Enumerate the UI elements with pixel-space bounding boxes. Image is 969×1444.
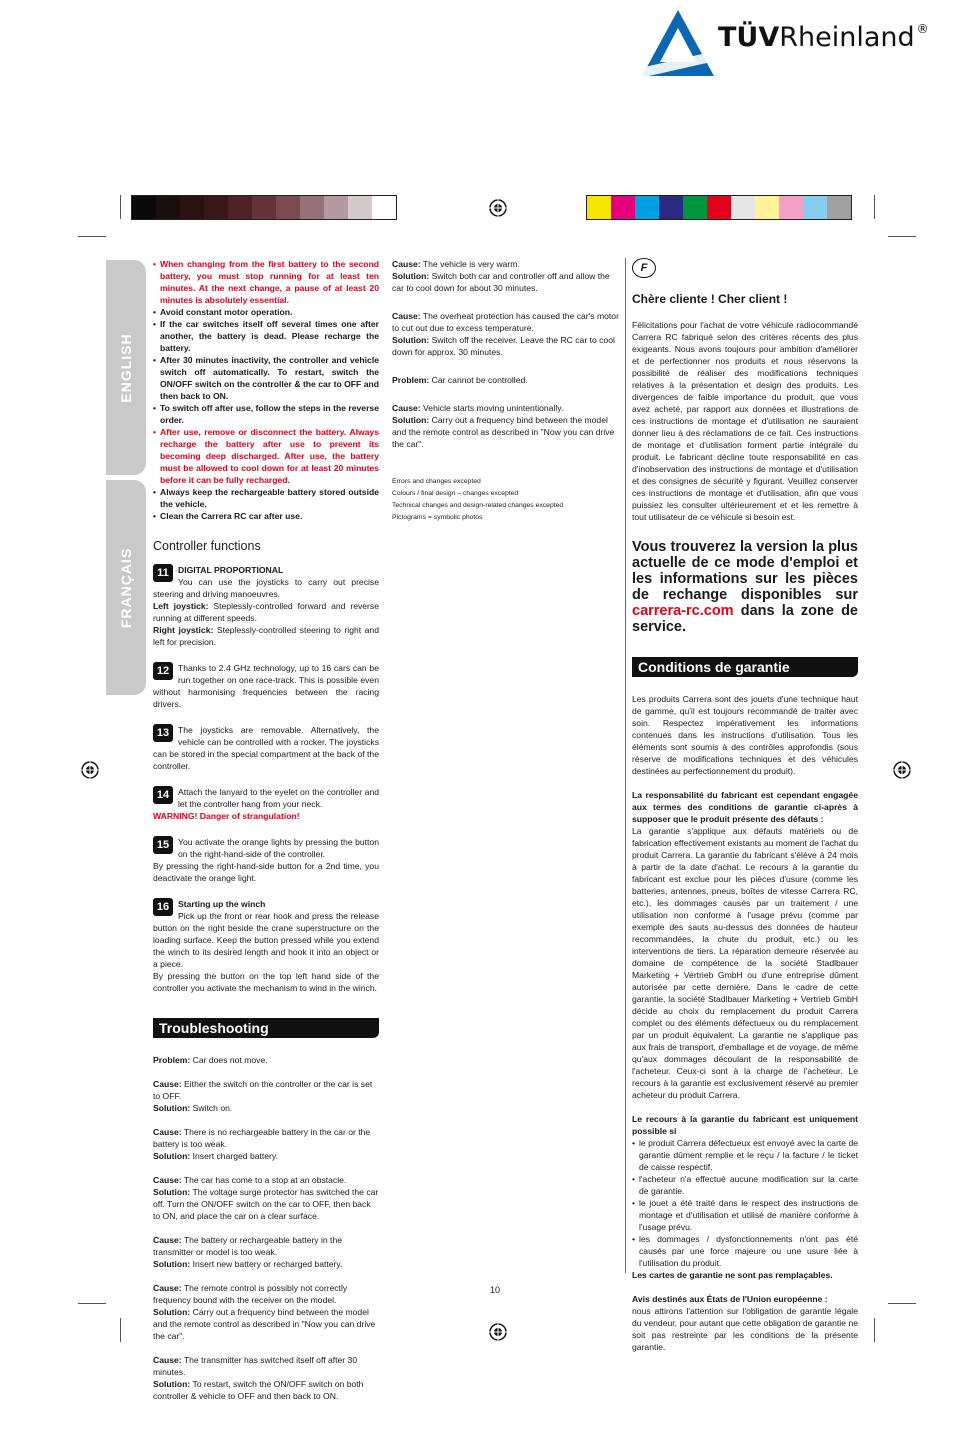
- legal-note: Errors and changes excepted: [392, 478, 481, 485]
- current-version-notice: [632, 539, 858, 635]
- solution-text: To restart, switch the ON/OFF switch on both controller & vehicle to OFF and then back to ON.: [153, 1379, 364, 1401]
- page-number: 10: [490, 1285, 501, 1295]
- color-swatch: [252, 196, 276, 219]
- legal-notes: [392, 476, 620, 524]
- cause-text: The overheat protection has caused the car's motor to cut out due to excess temperature.: [392, 311, 619, 333]
- language-badge-f: F: [632, 258, 656, 278]
- solution-label: Solution:: [392, 335, 430, 345]
- item-number: 15: [153, 836, 173, 854]
- item-number: 11: [153, 564, 173, 582]
- cause-label: Cause:: [153, 1355, 182, 1365]
- solution-label: Solution:: [153, 1103, 191, 1113]
- color-swatch: [683, 196, 707, 219]
- item-number: 12: [153, 662, 173, 680]
- color-swatch: [731, 196, 755, 219]
- solution-label: Solution:: [153, 1307, 191, 1317]
- list-item: • le jouet a été traité dans le respect des instructions de montage et d'utilisation et utilisé de manière conforme à l'usage prévu.: [632, 1197, 858, 1233]
- problem-text: Car cannot be controlled.: [429, 375, 528, 385]
- list-item: • les dommages / dysfonctionnements n'ont pas été causés par une force majeure ou une usure liée à l'utilisation du produit.: [632, 1233, 858, 1269]
- controller-item-13: [153, 724, 379, 772]
- problem-label: Problem:: [392, 375, 430, 385]
- warranty-title: Conditions de garantie: [632, 657, 858, 677]
- solution-text: Switch off the receiver. Leave the RC car to cool down for approx. 30 minutes.: [392, 335, 615, 357]
- list-item: • Clean the Carrera RC car after use.: [153, 510, 379, 522]
- cause-text: The battery or rechargeable battery in the transmitter or model is too weak.: [153, 1235, 343, 1257]
- item-text: Steplessly-controlled forward and reverse running at different speeds.: [153, 601, 379, 623]
- trouble-block: [153, 1354, 379, 1402]
- cause-label: Cause:: [392, 259, 421, 269]
- cause-label: Cause:: [153, 1175, 182, 1185]
- item-number: 13: [153, 724, 173, 742]
- solution-label: Solution:: [153, 1151, 191, 1161]
- cause-text: There is no rechargeable battery in the car or the battery is too weak.: [153, 1127, 371, 1149]
- item-title: DIGITAL PROPORTIONAL: [178, 565, 284, 575]
- notice-text: Vous trouverez la version la plus actuelle de ce mode d'emploi et les informations sur les pièces de rechange disponibles sur: [632, 539, 858, 603]
- intro-paragraph: Félicitations pour l'achat de votre véhicule radiocommandé Carrera RC fabriqué selon des critères récents des plus exigeants. Nous avons toujours pour ambition d'améliorer et de perfectionner nos produits et nous réservons la possibilité de réaliser des modifications techniques relatives à la présentation et design des produits. Les divergences de faible importance du produit, que vous avez acheté, par rapport aux données et illustrations de ces instructions de montage et d'utilisation ne sauraient donner lieu à des réclamations de ce fait. Ces instructions de montage et d'utilisation forment partie intégrale du produit. Le fabricant décline toute responsabilité en cas d'inobservation des instructions de montage et d'utilisation et des consignes de sécurité y figurant. Veuillez conserver ces instructions de montage et d'utilisation, afin que vous puissiez les consulter ultérieurement et et les remettre à tout utilisateur de ce véhicule si besoin est.: [632, 320, 858, 522]
- cause-label: Cause:: [153, 1235, 182, 1245]
- strangulation-warning: WARNING! Danger of strangulation!: [153, 811, 300, 821]
- color-swatch: [755, 196, 779, 219]
- trouble-block: [153, 1126, 379, 1162]
- registration-mark-icon: [488, 198, 508, 218]
- registration-mark-icon: [892, 760, 912, 780]
- problem-label: Problem:: [153, 1055, 191, 1065]
- item-number: 14: [153, 786, 173, 804]
- color-swatch: [324, 196, 348, 219]
- troubleshooting-title: Troubleshooting: [153, 1018, 379, 1038]
- cause-label: Cause:: [392, 311, 421, 321]
- cause-text: The vehicle is very warm.: [420, 259, 520, 269]
- item-text: Thanks to 2.4 GHz technology, up to 16 cars can be run together on one race-track. This is possible even without harmonising frequencies between the racing drivers.: [153, 663, 379, 709]
- item-text: By pressing the right-hand-side button for a 2nd time, you deactivate the orange light.: [153, 861, 379, 883]
- crop-mark: [120, 195, 121, 219]
- item-text: By pressing the button on the top left hand side of the controller you activate the mechanism to wind in the winch.: [153, 971, 379, 993]
- greeting-title: Chère cliente ! Cher client !: [632, 292, 788, 306]
- solution-label: Solution:: [392, 271, 430, 281]
- item-text: [153, 600, 379, 624]
- item-text: You can use the joysticks to carry out precise steering and driving manoeuvres.: [153, 577, 379, 599]
- solution-label: Solution:: [153, 1187, 191, 1197]
- cause-label: Cause:: [392, 403, 421, 413]
- crop-mark: [78, 1303, 106, 1304]
- crop-mark: [78, 236, 106, 237]
- problem-text: Car does not move.: [190, 1055, 268, 1065]
- color-swatch: [204, 196, 228, 219]
- column-english-2: [392, 258, 620, 524]
- responsibility-title: La responsabilité du fabricant est cependant engagée aux termes des conditions de garantie ci-après à supposer que le produit présente des défauts :: [632, 790, 858, 824]
- list-item: • When changing from the first battery to the second battery, you must stop running for at least ten minutes. At the next change, a pause of at least 20 minutes is absolutely essential.: [153, 258, 379, 306]
- color-swatch: [228, 196, 252, 219]
- solution-label: Solution:: [153, 1259, 191, 1269]
- cause-label: Cause:: [153, 1127, 182, 1137]
- color-swatch: [635, 196, 659, 219]
- item-text: Pick up the front or rear hook and press the release button on the right beside the crane superstructure on the loading surface. Keep the button pressed while you extend the winch to its desired length and hook it into an object or a piece.: [153, 911, 379, 969]
- controller-item-11: [153, 564, 379, 648]
- column-divider: [625, 258, 626, 1273]
- color-swatch: [587, 196, 611, 219]
- color-swatch: [276, 196, 300, 219]
- trouble-block: [392, 258, 620, 294]
- trouble-block: [153, 1234, 379, 1270]
- legal-note: Technical changes and design-related changes excepted: [392, 502, 564, 509]
- controller-functions-title: Controller functions: [153, 539, 261, 553]
- logo-wordmark: TÜVRheinland ®: [718, 22, 929, 53]
- solution-label: Solution:: [153, 1379, 191, 1389]
- side-tab-francais[interactable]: FRANÇAIS: [106, 480, 146, 695]
- no-replacement-note: Les cartes de garantie ne sont pas remplaçables.: [632, 1270, 833, 1280]
- eu-notice-title: Avis destinés aux États de l'Union européenne :: [632, 1294, 828, 1304]
- solution-text: Insert charged battery.: [190, 1151, 278, 1161]
- item-text: Attach the lanyard to the eyelet on the controller and let the controller hang from your neck.: [178, 787, 379, 809]
- trouble-block: [392, 310, 620, 358]
- crop-mark: [888, 236, 916, 237]
- solution-text: The voltage surge protector has switched the car off. Turn the ON/OFF switch on the car to OFF, then back to ON, and place the car on a clear surface.: [153, 1187, 379, 1221]
- cause-text: Either the switch on the controller or the car is set to OFF.: [153, 1079, 373, 1101]
- item-label: Left joystick:: [153, 601, 209, 611]
- list-item: • After use, remove or disconnect the battery. Always recharge the battery after use to prevent its becoming deep discharged. After use, the battery must be allowed to cool down for at least 20 minutes before it can be fully recharged.: [153, 426, 379, 486]
- recourse-list: [632, 1137, 858, 1269]
- cause-label: Cause:: [153, 1283, 182, 1293]
- recourse-title: Le recours à la garantie du fabricant est uniquement possible si: [632, 1114, 858, 1136]
- registration-mark-icon: [80, 760, 100, 780]
- trouble-block: [153, 1054, 379, 1066]
- notice-text: dans la zone de service.: [632, 603, 858, 635]
- color-swatch: [372, 196, 396, 219]
- cause-text: The transmitter has switched itself off after 30 minutes.: [153, 1355, 358, 1377]
- eu-notice-text: nous attirons l'attention sur l'obligation de garantie légale du vendeur, pour autant que cette obligation de garantie ne soit pas restreinte par les conditions de la présente garantie.: [632, 1306, 858, 1352]
- solution-text: Switch on.: [190, 1103, 233, 1113]
- carrera-rc-link[interactable]: carrera-rc.com: [632, 603, 734, 619]
- trouble-block: [392, 402, 620, 450]
- column-english-1: [153, 258, 379, 1414]
- solution-text: Insert new battery or recharged battery.: [190, 1259, 343, 1269]
- column-french: [632, 258, 858, 1353]
- list-item: • Always keep the rechargeable battery stored outside the vehicle.: [153, 486, 379, 510]
- trouble-block: [153, 1174, 379, 1222]
- cause-label: Cause:: [153, 1079, 182, 1089]
- color-swatch: [156, 196, 180, 219]
- list-item: • After 30 minutes inactivity, the controller and vehicle switch off automatically. To restart, switch the ON/OFF switch on the controller & the car to OFF and then back to ON.: [153, 354, 379, 402]
- item-text: You activate the orange lights by pressing the button on the right-hand-side of the controller.: [178, 837, 379, 859]
- item-number: 16: [153, 898, 173, 916]
- controller-item-12: [153, 662, 379, 710]
- list-item: • Avoid constant motor operation.: [153, 306, 379, 318]
- color-swatch: [827, 196, 851, 219]
- cause-text: The remote control is possibly not correctly frequency bound with the receiver on the model.: [153, 1283, 348, 1305]
- registration-mark-icon: [488, 1322, 508, 1342]
- color-swatch: [779, 196, 803, 219]
- controller-item-16: [153, 898, 379, 994]
- color-swatch: [659, 196, 683, 219]
- controller-item-14: [153, 786, 379, 822]
- color-swatch: [132, 196, 156, 219]
- item-label: Right joystick:: [153, 625, 214, 635]
- list-item: • To switch off after use, follow the steps in the reverse order.: [153, 402, 379, 426]
- color-calibration-bar-right: [586, 195, 852, 220]
- side-tab-english[interactable]: ENGLISH: [106, 260, 146, 475]
- list-item: • l'acheteur n'a effectué aucune modification sur la carte de garantie.: [632, 1173, 858, 1197]
- color-swatch: [611, 196, 635, 219]
- item-text: The joysticks are removable. Alternatively, the vehicle can be controlled with a rocker. The joysticks can be stored in the special compartment at the back of the controller.: [153, 725, 379, 771]
- legal-note: Colours / final design – changes excepted: [392, 490, 519, 497]
- color-swatch: [803, 196, 827, 219]
- solution-text: Switch both car and controller off and allow the car to cool down for about 30 minutes.: [392, 271, 610, 293]
- crop-mark: [888, 1303, 916, 1304]
- legal-note: Pictograms = symbolic photos: [392, 514, 483, 521]
- trouble-block: [392, 374, 620, 386]
- color-swatch: [707, 196, 731, 219]
- solution-text: Carry out a frequency bind between the model and the remote control as described in "Now you can drive the car".: [153, 1307, 376, 1341]
- crop-mark: [120, 1318, 121, 1342]
- trouble-block: [153, 1078, 379, 1114]
- responsibility-text: La garantie s'applique aux défauts matériels ou de fabrication effectivement existants au moment de l'achat du produit Carrera. La garantie du fabricant s'élève à 24 mois à partir de la date d'achat. Le recours à la garantie du fabricant est exclue pour les pièces d'usure (comme les batteries, antennes, pneus, boîtes de vitesse Carrera RC, etc.), les dommages causés par un traitement / une utilisation non conforme à l'usage prévu (comme par exemple des sauts au-dessus des données de hauteur recommandées, la chute du produit, etc.) ou les interventions de tiers. La réparation demeure réservée au domaine de compétence de la société Stadlbauer Marketing + Vertrieb GmbH ou d'une entreprise dûment autorisée par cette dernière. Dans le cadre de cette garantie, la société Stadlbauer Marketing + Vertrieb GmbH décide au choix du remplacement du produit Carrera complet ou des éléments défectueux ou du remplacement par un produit équivalent. La garantie ne s'applique pas aux frais de transport, d'emballage et de voyage, de même qu'aux dommages découlant de la responsabilité de l'acheteur. Ceux-ci sont à la charge de l'acheteur. Le recours à la garantie est exclusivement réservé au premier acheteur du produit Carrera.: [632, 826, 858, 1100]
- color-calibration-bar-left: [131, 195, 397, 220]
- list-item: • If the car switches itself off several times one after another, the battery is dead. Please recharge the battery.: [153, 318, 379, 354]
- color-swatch: [348, 196, 372, 219]
- crop-mark: [874, 195, 875, 219]
- cause-text: Vehicle starts moving unintentionally.: [420, 403, 564, 413]
- item-text: [153, 624, 379, 648]
- item-title: Starting up the winch: [178, 899, 266, 909]
- crop-mark: [874, 1318, 875, 1342]
- solution-text: Carry out a frequency bind between the model and the remote control as described in "Now you can drive the car".: [392, 415, 615, 449]
- warranty-paragraph: Les produits Carrera sont des jouets d'une technique haut de gamme, qu'il est toujours recommandé de traiter avec soin. Respectez impérativement les informations contenues dans les instructions d'utilisation. Tous les éléments sont soumis à des contrôles approfondis (sous réserve de modifications techniques et des véhicules destinées au perfectionnement du produit).: [632, 694, 858, 776]
- list-item: • le produit Carrera défectueux est envoyé avec la carte de garantie dûment remplie et le reçu / la facture / le ticket de caisse respectif.: [632, 1137, 858, 1173]
- trouble-block: [153, 1282, 379, 1342]
- solution-label: Solution:: [392, 415, 430, 425]
- controller-item-15: [153, 836, 379, 884]
- cause-text: The car has come to a stop at an obstacle.: [181, 1175, 347, 1185]
- color-swatch: [300, 196, 324, 219]
- item-text: Steplessly-controlled steering to right and left for precision.: [153, 625, 379, 647]
- color-swatch: [180, 196, 204, 219]
- safety-bullet-list: [153, 258, 379, 522]
